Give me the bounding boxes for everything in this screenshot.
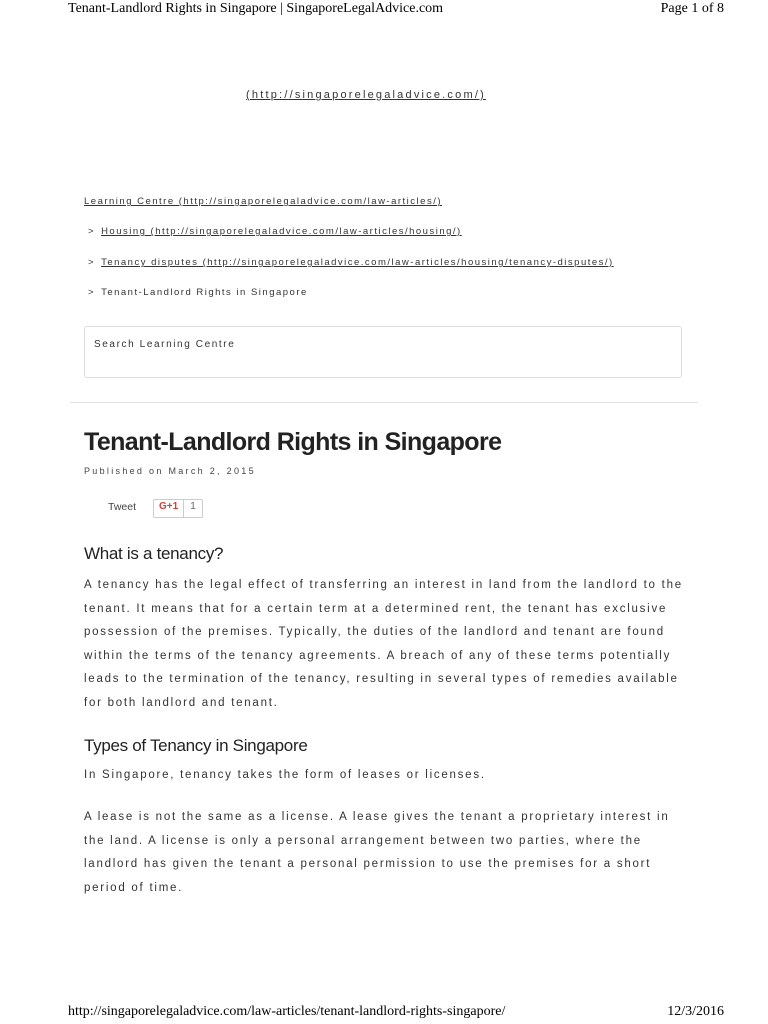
breadcrumb-arrow-icon: > (88, 226, 96, 237)
breadcrumb-arrow-icon: > (88, 287, 96, 298)
breadcrumb-link-tenancy-disputes[interactable]: Tenancy disputes (http://singaporelegaladvice.com/law-articles/housing/tenancy-disputes/) (101, 257, 614, 268)
section-heading: Types of Tenancy in Singapore (84, 736, 308, 755)
breadcrumb-item-tenancy-disputes (88, 257, 614, 268)
print-footer (0, 1004, 768, 1024)
breadcrumb-item-current (88, 287, 308, 298)
print-header (0, 0, 768, 20)
site-home-link[interactable]: (http://singaporelegaladvice.com/) (246, 89, 486, 101)
google-plus-count: 1 (190, 501, 196, 512)
breadcrumb-item-learning-centre (84, 196, 442, 207)
section-heading: What is a tenancy? (84, 544, 224, 563)
published-date: Published on March 2, 2015 (84, 466, 256, 476)
print-footer-url: http://singaporelegaladvice.com/law-articles/tenant-landlord-rights-singapore/ (68, 1004, 506, 1019)
google-plus-button[interactable] (153, 499, 203, 518)
search-input[interactable] (94, 336, 654, 352)
search-box (84, 326, 682, 378)
google-plus-icon: G+1 (154, 500, 184, 517)
breadcrumb-arrow-icon: > (88, 257, 96, 268)
print-footer-date: 12/3/2016 (667, 1004, 724, 1019)
print-header-page: Page 1 of 8 (660, 1, 724, 16)
print-header-title: Tenant-Landlord Rights in Singapore | SingaporeLegalAdvice.com (68, 1, 444, 16)
section-paragraph: In Singapore, tenancy takes the form of leases or licenses. (84, 769, 486, 781)
breadcrumb-link-learning-centre[interactable]: Learning Centre (http://singaporelegaladvice.com/law-articles/) (84, 196, 442, 207)
section-paragraph: A tenancy has the legal effect of transferring an interest in land from the landlord to the tenant. It means that for a certain term at a determined rent, the tenant has exclusive possession of the premises. Typically, the duties of the landlord and tenant are found within the terms of the tenancy agreements. A breach of any of these terms potentially leads to the termination of the tenancy, resulting in several types of remedies available for both landlord and tenant. (84, 579, 683, 709)
site-link-container (0, 89, 732, 101)
breadcrumb-item-housing (88, 226, 462, 237)
breadcrumb-link-housing[interactable]: Housing (http://singaporelegaladvice.com/law-articles/housing/) (101, 226, 462, 237)
section-paragraph: A lease is not the same as a license. A lease gives the tenant a proprietary interest in the land. A license is only a personal arrangement between two parties, where the landlord has given the tenant a personal permission to use the premises for a short period of time. (84, 811, 670, 894)
page-title: Tenant-Landlord Rights in Singapore (84, 428, 502, 456)
divider (70, 402, 698, 403)
tweet-button[interactable]: Tweet (108, 501, 137, 513)
breadcrumb-current-label: Tenant-Landlord Rights in Singapore (101, 287, 308, 298)
